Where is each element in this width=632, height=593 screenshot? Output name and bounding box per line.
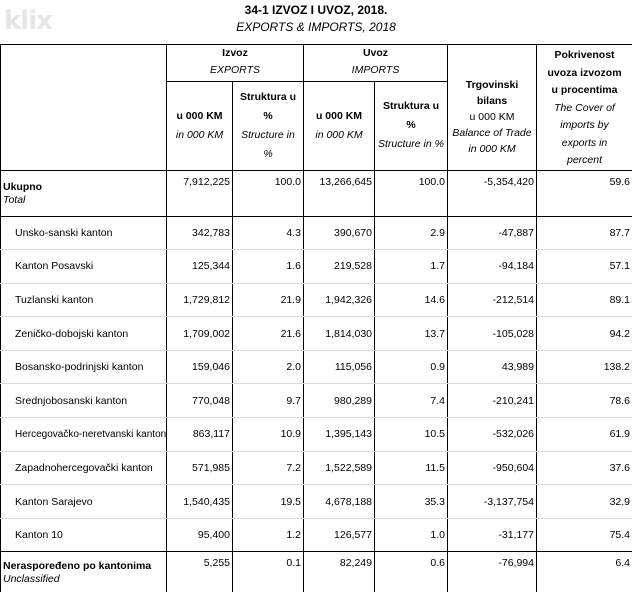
canton-name: Kanton Posavski xyxy=(1,250,167,284)
balance-value: -31,177 xyxy=(448,518,537,552)
exports-pct: 1.2 xyxy=(233,518,304,552)
imports-pct: 0.9 xyxy=(375,350,448,384)
cover-value: 78.6 xyxy=(537,384,632,418)
exports-structure-header: Struktura u % Structure in % xyxy=(233,82,304,170)
exports-pct: 10.9 xyxy=(233,418,304,452)
exports-pct: 21.6 xyxy=(233,317,304,351)
imports-value: 1,942,326 xyxy=(304,283,375,317)
cover-value: 32.9 xyxy=(537,485,632,519)
unclassified-imports-pct: 0.6 xyxy=(375,552,448,593)
exports-pct: 2.0 xyxy=(233,350,304,384)
unclassified-imports: 82,249 xyxy=(304,552,375,593)
cover-value: 94.2 xyxy=(537,317,632,351)
imports-value: 1,814,030 xyxy=(304,317,375,351)
canton-name: Zapadnohercegovački kanton xyxy=(1,451,167,485)
table-row xyxy=(1,485,632,519)
exports-value: 342,783 xyxy=(167,216,233,250)
imports-pct: 10.5 xyxy=(375,418,448,452)
table-row xyxy=(1,384,632,418)
imports-pct: 2.9 xyxy=(375,216,448,250)
cover-value: 75.4 xyxy=(537,518,632,552)
imports-pct: 1.7 xyxy=(375,250,448,284)
imports-pct: 1.0 xyxy=(375,518,448,552)
balance-value: -3,137,754 xyxy=(448,485,537,519)
exports-value-header: u 000 KM in 000 KM xyxy=(167,82,233,170)
table-row xyxy=(1,451,632,485)
canton-name: Kanton Sarajevo xyxy=(1,485,167,519)
imports-value: 980,289 xyxy=(304,384,375,418)
balance-value: -212,514 xyxy=(448,283,537,317)
imports-pct: 14.6 xyxy=(375,283,448,317)
unclassified-name: Neraspoređeno po kantonima Unclassified xyxy=(1,552,167,593)
balance-value: -532,026 xyxy=(448,418,537,452)
cover-value: 89.1 xyxy=(537,283,632,317)
exports-header: Izvoz EXPORTS xyxy=(167,45,304,82)
cover-header: Pokrivenost uvoza izvozom u procentima The Cover of imports by exports in percent xyxy=(537,45,632,171)
balance-value: -950,604 xyxy=(448,451,537,485)
imports-value: 390,670 xyxy=(304,216,375,250)
imports-value: 1,522,589 xyxy=(304,451,375,485)
cover-value: 37.6 xyxy=(537,451,632,485)
exports-pct: 7.2 xyxy=(233,451,304,485)
imports-pct: 11.5 xyxy=(375,451,448,485)
total-exports-pct: 100.0 xyxy=(233,170,304,216)
imports-pct: 13.7 xyxy=(375,317,448,351)
unclassified-row xyxy=(1,552,632,593)
balance-header: Trgovinski bilans u 000 KM Balance of Trade in 000 KM xyxy=(448,45,537,171)
table-row xyxy=(1,283,632,317)
imports-value: 115,056 xyxy=(304,350,375,384)
total-name: Ukupno Total xyxy=(1,170,167,216)
unclassified-balance: -76,994 xyxy=(448,552,537,593)
cover-value: 57.1 xyxy=(537,250,632,284)
balance-value: 43,989 xyxy=(448,350,537,384)
exports-pct: 21.9 xyxy=(233,283,304,317)
table-row xyxy=(1,518,632,552)
imports-header: Uvoz IMPORTS xyxy=(304,45,448,82)
trade-table xyxy=(0,44,632,592)
canton-name: Bosansko-podrinjski kanton xyxy=(1,350,167,384)
exports-pct: 4.3 xyxy=(233,216,304,250)
exports-value: 770,048 xyxy=(167,384,233,418)
imports-pct: 7.4 xyxy=(375,384,448,418)
exports-value: 1,540,435 xyxy=(167,485,233,519)
total-cover: 59.6 xyxy=(537,170,632,216)
table-subtitle: EXPORTS & IMPORTS, 2018 xyxy=(236,20,396,34)
watermark-logo: klix xyxy=(4,6,52,36)
imports-value: 219,528 xyxy=(304,250,375,284)
canton-name: Unsko-sanski kanton xyxy=(1,216,167,250)
table-row xyxy=(1,216,632,250)
imports-value: 4,678,188 xyxy=(304,485,375,519)
imports-value: 126,577 xyxy=(304,518,375,552)
exports-pct: 19.5 xyxy=(233,485,304,519)
total-imports-pct: 100.0 xyxy=(375,170,448,216)
imports-pct: 35.3 xyxy=(375,485,448,519)
region-header xyxy=(1,45,167,171)
canton-name: Srednjobosanski kanton xyxy=(1,384,167,418)
table-row xyxy=(1,418,632,452)
imports-structure-header: Struktura u % Structure in % xyxy=(375,82,448,170)
exports-value: 571,985 xyxy=(167,451,233,485)
exports-pct: 9.7 xyxy=(233,384,304,418)
table-row xyxy=(1,350,632,384)
exports-value: 95,400 xyxy=(167,518,233,552)
balance-value: -47,887 xyxy=(448,216,537,250)
total-imports: 13,266,645 xyxy=(304,170,375,216)
canton-name: Hercegovačko-neretvanski kanton xyxy=(1,418,167,452)
exports-value: 159,046 xyxy=(167,350,233,384)
unclassified-exports: 5,255 xyxy=(167,552,233,593)
exports-value: 1,709,002 xyxy=(167,317,233,351)
balance-value: -210,241 xyxy=(448,384,537,418)
total-row xyxy=(1,170,632,216)
canton-name: Kanton 10 xyxy=(1,518,167,552)
balance-value: -105,028 xyxy=(448,317,537,351)
unclassified-exports-pct: 0.1 xyxy=(233,552,304,593)
exports-value: 863,117 xyxy=(167,418,233,452)
canton-name: Tuzlanski kanton xyxy=(1,283,167,317)
cover-value: 61.9 xyxy=(537,418,632,452)
cover-value: 87.7 xyxy=(537,216,632,250)
balance-value: -94,184 xyxy=(448,250,537,284)
exports-value: 1,729,812 xyxy=(167,283,233,317)
imports-value: 1,395,143 xyxy=(304,418,375,452)
exports-value: 125,344 xyxy=(167,250,233,284)
total-balance: -5,354,420 xyxy=(448,170,537,216)
table-row xyxy=(1,250,632,284)
imports-value-header: u 000 KM in 000 KM xyxy=(304,82,375,170)
unclassified-cover: 6.4 xyxy=(537,552,632,593)
table-title: 34-1 IZVOZ I UVOZ, 2018. xyxy=(244,3,388,17)
exports-pct: 1.6 xyxy=(233,250,304,284)
canton-name: Zeničko-dobojski kanton xyxy=(1,317,167,351)
total-exports: 7,912,225 xyxy=(167,170,233,216)
cover-value: 138.2 xyxy=(537,350,632,384)
table-row xyxy=(1,317,632,351)
